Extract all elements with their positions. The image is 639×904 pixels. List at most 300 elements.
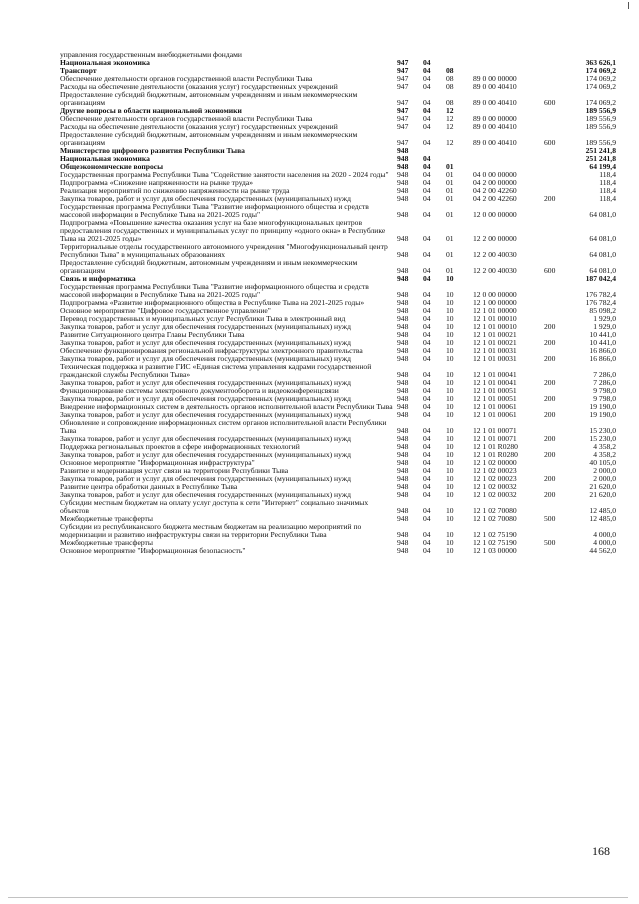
- amount-value: 12 485,0: [589, 506, 616, 515]
- row-description: Внедрение информационных систем в деятельность органов исполнительной власти Республики Тыва: [60, 402, 393, 411]
- subsection-code: 01: [446, 170, 454, 179]
- target-article-code: 12 1 01 00031: [473, 346, 517, 355]
- amount-value: 64 199,4: [589, 162, 616, 171]
- ministry-code: 948: [397, 322, 409, 331]
- amount-value: 64 081,0: [589, 250, 616, 259]
- ministry-code: 948: [397, 266, 409, 275]
- section-code: 04: [423, 74, 431, 83]
- section-code: 04: [423, 466, 431, 475]
- section-code: 04: [423, 154, 431, 163]
- amount-value: 64 081,0: [589, 210, 616, 219]
- section-code: 04: [423, 98, 431, 107]
- amount-value: 2 000,0: [593, 466, 616, 475]
- ministry-code: 948: [397, 538, 409, 547]
- target-article-code: 12 1 02 00000: [473, 458, 517, 467]
- section-code: 04: [423, 442, 431, 451]
- target-article-code: 89 0 00 40410: [473, 138, 517, 147]
- table-row: [60, 523, 616, 539]
- amount-value: 251 241,8: [585, 146, 616, 155]
- section-code: 04: [423, 106, 431, 115]
- amount-value: 7 286,0: [593, 370, 616, 379]
- ministry-code: 948: [397, 290, 409, 299]
- amount-value: 118,4: [599, 178, 616, 187]
- target-article-code: 89 0 00 40410: [473, 122, 517, 131]
- target-article-code: 89 0 00 40410: [473, 98, 517, 107]
- row-description: Развитие и модернизация услуг связи на территории Республики Тыва: [60, 466, 289, 475]
- row-description: Закупка товаров, работ и услуг для обеспечения государственных (муниципальных) нужд: [60, 378, 351, 387]
- table-row: [60, 259, 616, 275]
- row-description: Расходы на обеспечение деятельности (оказания услуг) государственных учреждений: [60, 82, 338, 91]
- table-row: [60, 203, 616, 219]
- amount-value: 10 441,0: [589, 338, 616, 347]
- ministry-code: 948: [397, 394, 409, 403]
- subsection-code: 10: [446, 346, 454, 355]
- section-code: 04: [423, 234, 431, 243]
- bottom-edge-line: [8, 897, 628, 898]
- target-article-code: 12 1 02 70080: [473, 506, 517, 515]
- subsection-code: 10: [446, 274, 454, 283]
- section-code: 04: [423, 298, 431, 307]
- row-description: Закупка товаров, работ и услуг для обеспечения государственных (муниципальных) нужд: [60, 490, 351, 499]
- subsection-code: 01: [446, 234, 454, 243]
- table-row: [60, 499, 616, 515]
- amount-value: 10 441,0: [589, 330, 616, 339]
- subsection-code: 08: [446, 82, 454, 91]
- row-description: Перевод государственных и муниципальных услуг Республики Тыва в электронный вид: [60, 314, 346, 323]
- subsection-code: 10: [446, 442, 454, 451]
- row-description: Предоставление субсидий бюджетным, автономным учреждениям и иным некоммерческим организациям: [60, 90, 358, 107]
- section-code: 04: [423, 338, 431, 347]
- subsection-code: 10: [446, 466, 454, 475]
- row-description: Закупка товаров, работ и услуг для обеспечения государственных (муниципальных) нужд: [60, 322, 351, 331]
- row-description: Закупка товаров, работ и услуг для обеспечения государственных (муниципальных) нужд: [60, 474, 351, 483]
- subsection-code: 10: [446, 410, 454, 419]
- amount-value: 4 000,0: [593, 530, 616, 539]
- ministry-code: 948: [397, 482, 409, 491]
- target-article-code: 12 1 01 00051: [473, 386, 517, 395]
- amount-value: 12 485,0: [589, 514, 616, 523]
- row-description: Предоставление субсидий бюджетным, автономным учреждениям и иным некоммерческим организациям: [60, 130, 358, 147]
- target-article-code: 12 1 02 00032: [473, 482, 517, 491]
- section-code: 04: [423, 306, 431, 315]
- ministry-code: 948: [397, 514, 409, 523]
- row-description: Общеэкономические вопросы: [60, 162, 164, 171]
- amount-value: 44 562,0: [589, 546, 616, 555]
- amount-value: 21 620,0: [589, 482, 616, 491]
- amount-value: 4 358,2: [593, 450, 616, 459]
- ministry-code: 948: [397, 234, 409, 243]
- section-code: 04: [423, 122, 431, 131]
- subsection-code: 10: [446, 370, 454, 379]
- ministry-code: 948: [397, 426, 409, 435]
- target-article-code: 12 1 03 00000: [473, 546, 517, 555]
- section-code: 04: [423, 346, 431, 355]
- ministry-code: 948: [397, 146, 409, 155]
- subsection-code: 12: [446, 114, 454, 123]
- ministry-code: 947: [397, 66, 409, 75]
- table-row: [60, 283, 616, 299]
- amount-value: 118,4: [599, 186, 616, 195]
- row-description: Закупка товаров, работ и услуг для обеспечения государственных (муниципальных) нужд: [60, 434, 351, 443]
- section-code: 04: [423, 410, 431, 419]
- row-description: Расходы на обеспечение деятельности (оказания услуг) государственных учреждений: [60, 122, 338, 131]
- ministry-code: 948: [397, 450, 409, 459]
- section-code: 04: [423, 426, 431, 435]
- section-code: 04: [423, 266, 431, 275]
- row-description: Межбюджетные трансферты: [60, 514, 153, 523]
- subsection-code: 10: [446, 490, 454, 499]
- target-article-code: 12 1 00 00000: [473, 298, 517, 307]
- table-row: [60, 547, 616, 555]
- row-description: Поддержка региональных проектов в сфере информационных технологий: [60, 442, 300, 451]
- amount-value: 189 556,9: [585, 106, 616, 115]
- amount-value: 189 556,9: [585, 138, 616, 147]
- amount-value: 16 866,0: [589, 346, 616, 355]
- subsection-code: 10: [446, 450, 454, 459]
- amount-value: 174 069,2: [585, 98, 616, 107]
- row-description: Обеспечение функционирования региональной инфраструктуры электронного правительства: [60, 346, 363, 355]
- ministry-code: 948: [397, 546, 409, 555]
- target-article-code: 12 1 02 75190: [473, 538, 517, 547]
- ministry-code: 948: [397, 298, 409, 307]
- section-code: 04: [423, 514, 431, 523]
- ministry-code: 947: [397, 82, 409, 91]
- expense-type-code: 200: [544, 354, 556, 363]
- subsection-code: 01: [446, 210, 454, 219]
- amount-value: 189 556,9: [585, 122, 616, 131]
- ministry-code: 948: [397, 250, 409, 259]
- row-description: Подпрограмма «Повышение качества оказания услуг на базе многофункциональных центров предоставления государственных и муниципальных услуг по принципу «одного окна» в Республике Тыва на 2021-2025 годы»: [60, 218, 386, 243]
- ministry-code: 948: [397, 370, 409, 379]
- section-code: 04: [423, 434, 431, 443]
- expense-type-code: 600: [544, 98, 556, 107]
- amount-value: 174 069,2: [585, 74, 616, 83]
- ministry-code: 948: [397, 354, 409, 363]
- subsection-code: 10: [446, 426, 454, 435]
- subsection-code: 01: [446, 186, 454, 195]
- row-description: Государственная программа Республики Тыва "Развитие информационного общества и средств массовой информации в Республике Тыва на 2021-2025 годы": [60, 202, 369, 219]
- ministry-code: 947: [397, 58, 409, 67]
- section-code: 04: [423, 386, 431, 395]
- expense-type-code: 500: [544, 514, 556, 523]
- section-code: 04: [423, 458, 431, 467]
- amount-value: 1 929,0: [593, 322, 616, 331]
- target-article-code: 12 1 02 00023: [473, 466, 517, 475]
- ministry-code: 947: [397, 106, 409, 115]
- row-description: Национальная экономика: [60, 58, 150, 67]
- row-description: Межбюджетные трансферты: [60, 538, 153, 547]
- ministry-code: 947: [397, 138, 409, 147]
- expense-type-code: 200: [544, 410, 556, 419]
- subsection-code: 01: [446, 162, 454, 171]
- row-description: Обеспечение деятельности органов государственной власти Республики Тыва: [60, 114, 313, 123]
- ministry-code: 948: [397, 530, 409, 539]
- target-article-code: 12 2 00 40030: [473, 250, 517, 259]
- ministry-code: 948: [397, 402, 409, 411]
- row-description: Основное мероприятие "Информационная инфраструктура": [60, 458, 255, 467]
- section-code: 04: [423, 170, 431, 179]
- table-row: [60, 243, 616, 259]
- subsection-code: 10: [446, 434, 454, 443]
- ministry-code: 948: [397, 178, 409, 187]
- ministry-code: 948: [397, 338, 409, 347]
- section-code: 04: [423, 394, 431, 403]
- amount-value: 1 929,0: [593, 314, 616, 323]
- row-description: Национальная экономика: [60, 154, 150, 163]
- page-number: 168: [592, 844, 610, 858]
- expense-type-code: 200: [544, 194, 556, 203]
- amount-value: 174 069,2: [585, 82, 616, 91]
- row-description: Развитие центра обработки данных в Республике Тыва: [60, 482, 238, 491]
- table-row: [60, 363, 616, 379]
- section-code: 04: [423, 322, 431, 331]
- ministry-code: 948: [397, 154, 409, 163]
- row-description: Реализация мероприятий по снижению напряженности на рынке труда: [60, 186, 290, 195]
- section-code: 04: [423, 450, 431, 459]
- section-code: 04: [423, 162, 431, 171]
- ministry-code: 948: [397, 170, 409, 179]
- amount-value: 16 866,0: [589, 354, 616, 363]
- ministry-code: 948: [397, 434, 409, 443]
- target-article-code: 12 1 01 00021: [473, 338, 517, 347]
- subsection-code: 10: [446, 354, 454, 363]
- row-description: Министерство цифрового развития Республики Тыва: [60, 146, 245, 155]
- ministry-code: 948: [397, 490, 409, 499]
- subsection-code: 01: [446, 266, 454, 275]
- expense-type-code: 200: [544, 378, 556, 387]
- target-article-code: 12 1 02 75190: [473, 530, 517, 539]
- section-code: 04: [423, 530, 431, 539]
- subsection-code: 10: [446, 298, 454, 307]
- expense-type-code: 200: [544, 450, 556, 459]
- section-code: 04: [423, 354, 431, 363]
- target-article-code: 12 1 01 00071: [473, 426, 517, 435]
- section-code: 04: [423, 82, 431, 91]
- amount-value: 7 286,0: [593, 378, 616, 387]
- expense-type-code: 200: [544, 490, 556, 499]
- amount-value: 189 556,9: [585, 114, 616, 123]
- table-row: [60, 131, 616, 147]
- row-description: Субсидии из республиканского бюджета местным бюджетам на реализацию мероприятий по модернизации и развитию инфраструктуры связи на территории Республики Тыва: [60, 522, 362, 539]
- row-description: Развитие Ситуационного центра Главы Республики Тыва: [60, 330, 245, 339]
- amount-value: 19 190,0: [589, 402, 616, 411]
- ministry-code: 948: [397, 186, 409, 195]
- section-code: 04: [423, 66, 431, 75]
- subsection-code: 10: [446, 322, 454, 331]
- row-description: управления государственным внебюджетными фондами: [60, 50, 242, 59]
- subsection-code: 10: [446, 482, 454, 491]
- target-article-code: 12 1 01 00041: [473, 370, 517, 379]
- target-article-code: 12 0 00 00000: [473, 290, 517, 299]
- subsection-code: 10: [446, 378, 454, 387]
- expense-type-code: 200: [544, 474, 556, 483]
- row-description: Территориальные отделы государственного автономного учреждения "Многофункциональный центр Республики Тыва" в муниципальных образованиях: [60, 242, 388, 259]
- expense-type-code: 200: [544, 338, 556, 347]
- target-article-code: 89 0 00 00000: [473, 74, 517, 83]
- target-article-code: 12 2 00 00000: [473, 234, 517, 243]
- table-row: [60, 219, 616, 243]
- row-description: Государственная программа Республики Тыва "Содействие занятости населения на 2020 - 2024 годы": [60, 170, 389, 179]
- section-code: 04: [423, 290, 431, 299]
- amount-value: 40 105,0: [589, 458, 616, 467]
- section-code: 04: [423, 314, 431, 323]
- row-description: Другие вопросы в области национальной экономики: [60, 106, 242, 115]
- target-article-code: 12 1 01 00041: [473, 378, 517, 387]
- target-article-code: 12 1 01 00000: [473, 306, 517, 315]
- section-code: 04: [423, 538, 431, 547]
- row-description: Закупка товаров, работ и услуг для обеспечения государственных (муниципальных) нужд: [60, 410, 351, 419]
- table-row: [60, 59, 616, 67]
- amount-value: 4 358,2: [593, 442, 616, 451]
- row-description: Субсидии местным бюджетам на оплату услуг доступа к сети "Интернет" социально значимых объектов: [60, 498, 369, 515]
- row-description: Закупка товаров, работ и услуг для обеспечения государственных (муниципальных) нужд: [60, 394, 351, 403]
- amount-value: 15 230,0: [589, 434, 616, 443]
- amount-value: 85 098,2: [589, 306, 616, 315]
- section-code: 04: [423, 482, 431, 491]
- section-code: 04: [423, 274, 431, 283]
- row-description: Государственная программа Республики Тыва "Развитие информационного общества и средств массовой информации в Республике Тыва на 2021-2025 годы": [60, 282, 369, 299]
- target-article-code: 12 0 00 00000: [473, 210, 517, 219]
- row-description: Обновление и сопровождение информационных систем органов исполнительной власти Республики Тыва: [60, 418, 387, 435]
- section-code: 04: [423, 194, 431, 203]
- ministry-code: 948: [397, 162, 409, 171]
- subsection-code: 10: [446, 474, 454, 483]
- section-code: 04: [423, 114, 431, 123]
- target-article-code: 12 1 01 00031: [473, 354, 517, 363]
- section-code: 04: [423, 546, 431, 555]
- subsection-code: 10: [446, 330, 454, 339]
- row-description: Подпрограмма «Развитие информационного общества в Республике Тыва на 2021-2025 годы»: [60, 298, 365, 307]
- section-code: 04: [423, 490, 431, 499]
- subsection-code: 10: [446, 386, 454, 395]
- expense-type-code: 200: [544, 322, 556, 331]
- amount-value: 174 069,2: [585, 66, 616, 75]
- section-code: 04: [423, 138, 431, 147]
- table-row: [60, 91, 616, 107]
- section-code: 04: [423, 178, 431, 187]
- target-article-code: 12 1 01 00021: [473, 330, 517, 339]
- row-description: Предоставление субсидий бюджетным, автономным учреждениям и иным некоммерческим организациям: [60, 258, 358, 275]
- subsection-code: 12: [446, 138, 454, 147]
- target-article-code: 04 2 00 42260: [473, 186, 517, 195]
- ministry-code: 947: [397, 74, 409, 83]
- target-article-code: 12 1 01 00010: [473, 322, 517, 331]
- budget-table: [60, 51, 616, 555]
- subsection-code: 10: [446, 530, 454, 539]
- ministry-code: 948: [397, 410, 409, 419]
- subsection-code: 10: [446, 314, 454, 323]
- amount-value: 64 081,0: [589, 234, 616, 243]
- subsection-code: 10: [446, 338, 454, 347]
- amount-value: 64 081,0: [589, 266, 616, 275]
- expense-type-code: 200: [544, 434, 556, 443]
- target-article-code: 12 1 01 00010: [473, 314, 517, 323]
- table-row: [60, 419, 616, 435]
- row-description: Закупка товаров, работ и услуг для обеспечения государственных (муниципальных) нужд: [60, 338, 351, 347]
- amount-value: 4 000,0: [593, 538, 616, 547]
- row-description: Функционирование системы электронного документооборота и видеоконференцсвязи: [60, 386, 339, 395]
- ministry-code: 948: [397, 314, 409, 323]
- target-article-code: 12 1 02 00023: [473, 474, 517, 483]
- subsection-code: 10: [446, 290, 454, 299]
- target-article-code: 04 2 00 42260: [473, 194, 517, 203]
- row-description: Техническая поддержка и развитие ГИС «Единая система управления кадрами государственной гражданской службы Республики Тыва»: [60, 362, 372, 379]
- section-code: 04: [423, 210, 431, 219]
- target-article-code: 12 1 01 00071: [473, 434, 517, 443]
- amount-value: 2 000,0: [593, 474, 616, 483]
- amount-value: 176 782,4: [585, 298, 616, 307]
- amount-value: 176 782,4: [585, 290, 616, 299]
- section-code: 04: [423, 402, 431, 411]
- amount-value: 19 190,0: [589, 410, 616, 419]
- ministry-code: 948: [397, 386, 409, 395]
- section-code: 04: [423, 330, 431, 339]
- target-article-code: 12 1 02 00032: [473, 490, 517, 499]
- target-article-code: 12 1 01 00051: [473, 394, 517, 403]
- target-article-code: 89 0 00 40410: [473, 82, 517, 91]
- target-article-code: 12 1 01 00061: [473, 410, 517, 419]
- subsection-code: 08: [446, 74, 454, 83]
- row-description: Основное мероприятие "Информационная безопасность": [60, 546, 246, 555]
- row-description: Закупка товаров, работ и услуг для обеспечения государственных (муниципальных) нужд: [60, 194, 351, 203]
- amount-value: 118,4: [599, 170, 616, 179]
- row-description: Транспорт: [60, 66, 97, 75]
- expense-type-code: 200: [544, 394, 556, 403]
- target-article-code: 12 1 02 70080: [473, 514, 517, 523]
- ministry-code: 948: [397, 474, 409, 483]
- ministry-code: 948: [397, 210, 409, 219]
- amount-value: 21 620,0: [589, 490, 616, 499]
- subsection-code: 01: [446, 178, 454, 187]
- ministry-code: 948: [397, 306, 409, 315]
- ministry-code: 948: [397, 378, 409, 387]
- corner-mark: [628, 2, 629, 9]
- subsection-code: 10: [446, 394, 454, 403]
- subsection-code: 10: [446, 538, 454, 547]
- target-article-code: 04 0 00 00000: [473, 170, 517, 179]
- ministry-code: 947: [397, 114, 409, 123]
- subsection-code: 10: [446, 306, 454, 315]
- ministry-code: 948: [397, 194, 409, 203]
- section-code: 04: [423, 58, 431, 67]
- section-code: 04: [423, 474, 431, 483]
- amount-value: 9 798,0: [593, 386, 616, 395]
- target-article-code: 12 2 00 40030: [473, 266, 517, 275]
- section-code: 04: [423, 370, 431, 379]
- amount-value: 363 626,1: [585, 58, 616, 67]
- section-code: 04: [423, 250, 431, 259]
- amount-value: 118,4: [599, 194, 616, 203]
- expense-type-code: 600: [544, 266, 556, 275]
- amount-value: 187 042,4: [585, 274, 616, 283]
- ministry-code: 947: [397, 98, 409, 107]
- ministry-code: 948: [397, 330, 409, 339]
- row-description: Связь и информатика: [60, 274, 136, 283]
- amount-value: 251 241,8: [585, 154, 616, 163]
- ministry-code: 948: [397, 346, 409, 355]
- target-article-code: 12 1 01 R0280: [473, 442, 518, 451]
- subsection-code: 10: [446, 458, 454, 467]
- subsection-code: 10: [446, 514, 454, 523]
- row-description: Подпрограмма «Снижение напряженности на рынке труда»: [60, 178, 254, 187]
- subsection-code: 08: [446, 66, 454, 75]
- subsection-code: 01: [446, 194, 454, 203]
- ministry-code: 948: [397, 458, 409, 467]
- expense-type-code: 600: [544, 138, 556, 147]
- subsection-code: 12: [446, 106, 454, 115]
- row-description: Закупка товаров, работ и услуг для обеспечения государственных (муниципальных) нужд: [60, 354, 351, 363]
- section-code: 04: [423, 186, 431, 195]
